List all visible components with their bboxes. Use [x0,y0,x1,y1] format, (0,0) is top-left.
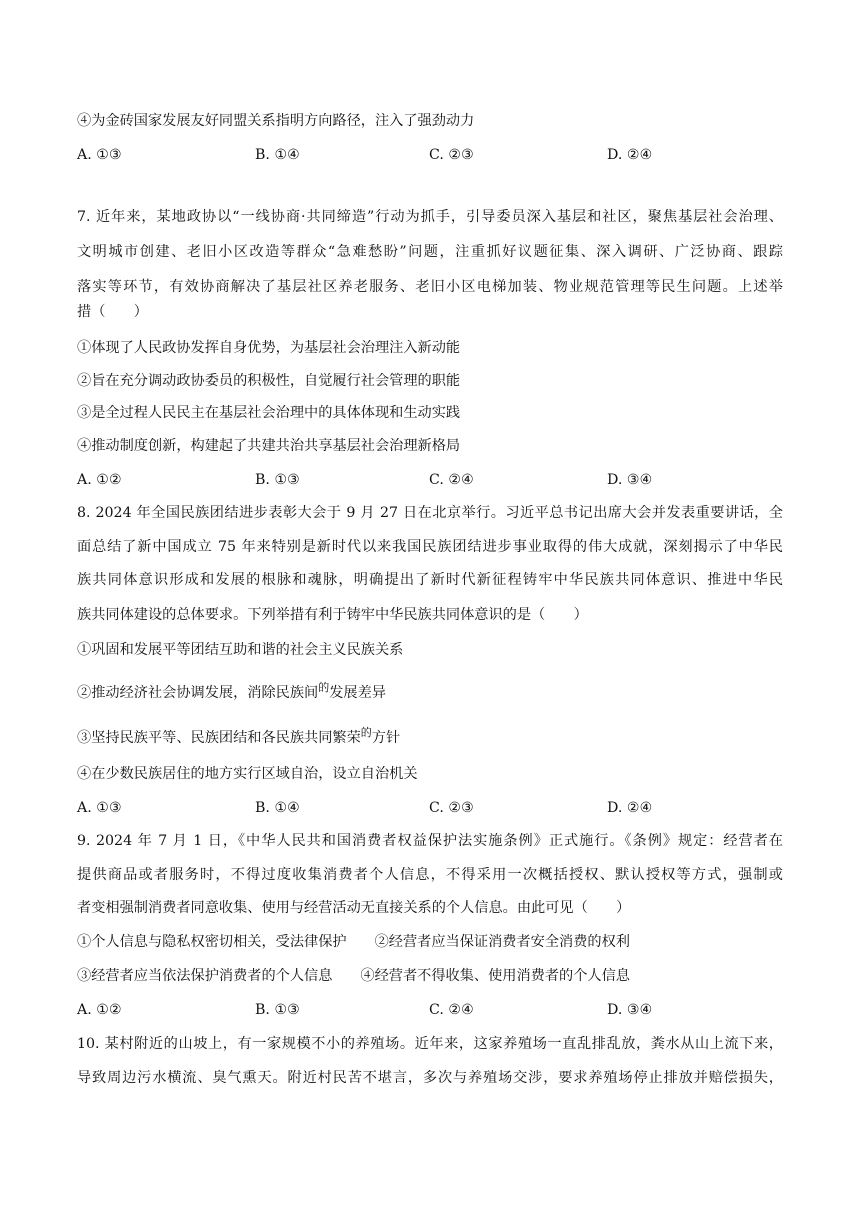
q8-item-2-raised-char: 的 [318,681,330,694]
q8-item-3-raised-char: 的 [360,726,372,739]
q7-option-d: D. ③④ [607,472,653,488]
q8-item-2 [77,683,386,704]
q9-items-row-2 [77,966,630,986]
q7-stem-line-1: 7. 近年来，某地政协以“一线协商·共同缔造”行动为抓手，引导委员深入基层和社区，聚焦基层社会治理、 [77,209,783,225]
q8-stem-line-1: 8. 2024 年全国民族团结进步表彰大会于 9 月 27 日在北京举行。习近平总书记出席大会并发表重要讲话，全 [77,505,783,521]
q7-stem-line-2: 文明城市创建、老旧小区改造等群众“急难愁盼”问题，注重抓好议题征集、深入调研、广泛协商、跟踪 [77,244,783,260]
q8-item-1: ①巩固和发展平等团结互助和谐的社会主义民族关系 [77,642,404,658]
q9-items-row-1 [77,932,630,952]
q9-stem-line-2: 提供商品或者服务时，不得过度收集消费者个人信息，不得采用一次概括授权、默认授权等方式，强制或 [77,867,783,883]
q8-item-3-text-b: 方针 [371,730,401,746]
q8-item-4: ④在少数民族居住的地方实行区域自治，设立自治机关 [77,766,418,782]
q8-option-b: B. ①④ [255,800,300,816]
q9-option-a: A. ①② [77,1002,122,1018]
q7-stem-line-4: 措（ ） [77,304,148,320]
q6-option-a: A. ①③ [77,147,122,163]
q10-stem-line-1: 10. 某村附近的山坡上，有一家规模不小的养殖场。近年来，这家养殖场一直乱排乱放，粪水从山上流下来， [77,1036,783,1052]
q7-stem-line-3: 落实等环节，有效协商解决了基层社区养老服务、老旧小区电梯加装、物业规范管理等民生问题。上述举 [77,279,783,295]
q7-option-b: B. ①③ [255,472,300,488]
q9-item-2: ②经营者应当保证消费者安全消费的权利 [374,934,630,950]
q7-option-c: C. ②④ [429,472,474,488]
q7-option-a: A. ①② [77,472,122,488]
q9-option-b: B. ①③ [255,1002,300,1018]
q8-stem-line-3: 族共同体意识形成和发展的根脉和魂脉，明确提出了新时代新征程铸牢中华民族共同体意识、推进中华民 [77,572,783,588]
q6-item-4: ④为金砖国家发展友好同盟关系指明方向路径，注入了强劲动力 [77,113,475,129]
q9-item-3: ③经营者应当依法保护消费者的个人信息 [77,968,333,984]
q6-option-d: D. ②④ [607,147,653,163]
q6-options [77,145,777,165]
q6-option-c: C. ②③ [429,147,474,163]
q9-item-1: ①个人信息与隐私权密切相关，受法律保护 [77,934,347,950]
q8-stem-line-2: 面总结了新中国成立 75 年来特别是新时代以来我国民族团结进步事业取得的伟大成就，深刻揭示了中华民 [77,539,783,555]
q9-option-d: D. ③④ [607,1002,653,1018]
q7-item-3: ③是全过程人民民主在基层社会治理中的具体体现和生动实践 [77,405,461,421]
q7-item-2: ②旨在充分调动政协委员的积极性，自觉履行社会管理的职能 [77,373,461,389]
q8-option-a: A. ①③ [77,800,122,816]
q6-option-b: B. ①④ [255,147,300,163]
q7-item-4: ④推动制度创新，构建起了共建共治共享基层社会治理新格局 [77,438,461,454]
q7-options [77,470,777,490]
q8-item-2-text-a: ②推动经济社会协调发展，消除民族间 [77,685,319,701]
q8-item-3-text-a: ③坚持民族平等、民族团结和各民族共同繁荣 [77,730,361,746]
q8-item-2-text-b: 发展差异 [329,685,386,701]
q8-option-d: D. ②④ [607,800,653,816]
q10-stem-line-2: 导致周边污水横流、臭气熏天。附近村民苦不堪言，多次与养殖场交涉，要求养殖场停止排放并赔偿损失， [77,1070,783,1086]
q8-stem-line-4: 族共同体建设的总体要求。下列举措有利于铸牢中华民族共同体意识的是（ ） [77,607,588,623]
q9-option-c: C. ②④ [429,1002,474,1018]
q8-option-c: C. ②③ [429,800,474,816]
q9-stem-line-1: 9. 2024 年 7 月 1 日，《中华人民共和国消费者权益保护法实施条例》正式施行。《条例》规定：经营者在 [77,833,783,849]
q9-stem-line-3: 者变相强制消费者同意收集、使用与经营活动无直接关系的个人信息。由此可见（ ） [77,900,631,916]
q8-options [77,798,777,818]
q9-item-4: ④经营者不得收集、使用消费者的个人信息 [360,968,630,984]
q9-options [77,1000,777,1020]
q7-item-1: ①体现了人民政协发挥自身优势，为基层社会治理注入新动能 [77,340,461,356]
q8-item-3 [77,728,400,749]
